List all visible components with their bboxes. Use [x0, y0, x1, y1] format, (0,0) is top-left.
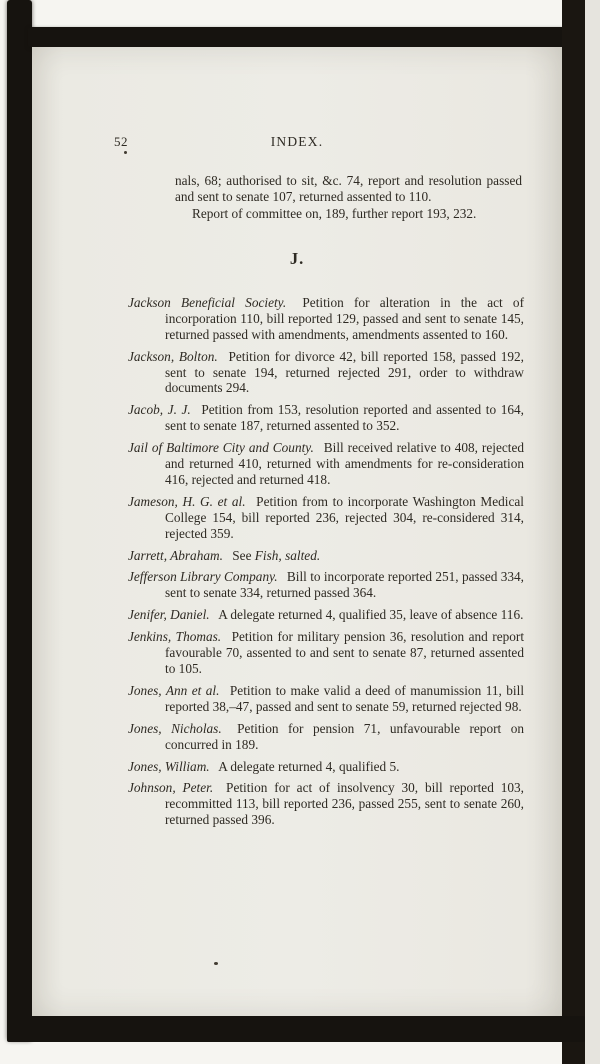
- entry-term: Jail of Baltimore City and County.: [128, 440, 314, 456]
- entry-description: Petition to make valid a deed of manumission 11, bill reported 38,–47, passed and sent to senate 59, returned rejected 98.: [165, 682, 525, 714]
- index-entry: [128, 721, 524, 753]
- index-entry: [128, 440, 524, 488]
- index-entry: [128, 569, 524, 601]
- scan-edge-right: [562, 0, 585, 1064]
- entry-description: Bill received relative to 408, rejected and returned 410, returned with amendments for re-consideration 416, rejected and returned 418.: [165, 440, 524, 487]
- entry-description: Petition for divorce 42, bill reported 158, passed 192, sent to senate 194, returned rejected 291, order to withdraw documents 294.: [165, 348, 525, 396]
- carryover-text: nals, 68; authorised to sit, &c. 74, report and resolution passed and sent to senate 107, returned assented to 110.: [175, 173, 522, 205]
- index-entry: [128, 295, 524, 343]
- entry-term: Jackson, Bolton.: [128, 348, 218, 364]
- entry-description: A delegate returned 4, qualified 35, leave of absence 116.: [218, 607, 524, 623]
- index-entry: [128, 780, 524, 828]
- entry-cross-reference: Fish, salted.: [254, 547, 321, 563]
- entry-description: Bill to incorporate reported 251, passed 334, sent to senate 334, returned passed 364.: [165, 569, 524, 601]
- carryover-paragraphs: [175, 173, 522, 222]
- page-number: 52: [114, 134, 128, 149]
- index-entry: [128, 759, 524, 775]
- entry-description: Petition for military pension 36, resolution and report favourable 70, assented to and sent to senate 87, returned assented to 105.: [165, 629, 525, 677]
- committee-report-text: Report of committee on, 189, further report 193, 232.: [192, 205, 477, 221]
- scan-speck: [214, 962, 218, 965]
- entry-term: Jenkins, Thomas.: [128, 629, 222, 645]
- entries-list: [128, 295, 524, 828]
- entry-description: Petition for alteration in the act of incorporation 110, bill reported 129, passed and sent to senate 145, returned passed with amendments, amendments assented to 160.: [165, 294, 525, 342]
- entry-description: Petition from 153, resolution reported and assented to 164, sent to senate 187, returned assented to 352.: [165, 402, 524, 434]
- scan-speck: [124, 151, 127, 154]
- entry-description: Petition from to incorporate Washington Medical College 154, bill reported 236, rejected 304, re-considered 314, rejected 359.: [165, 493, 524, 541]
- entry-term: Jackson Beneficial Society.: [128, 294, 287, 310]
- entry-description: Petition for pension 71, unfavourable report on concurred in 189.: [165, 720, 524, 752]
- entry-description: A delegate returned 4, qualified 5.: [218, 758, 400, 774]
- entry-term: Jones, William.: [128, 758, 210, 774]
- entry-term: Johnson, Peter.: [128, 780, 214, 796]
- entry-term: Jacob, J. J.: [128, 402, 191, 418]
- index-entry: [128, 402, 524, 434]
- index-entry: [128, 607, 524, 623]
- scan-edge-bottom: [7, 1016, 585, 1042]
- entry-term: Jenifer, Daniel.: [128, 607, 210, 623]
- entry-term: Jones, Ann et al.: [128, 682, 220, 698]
- page-title: INDEX.: [270, 134, 324, 149]
- index-entry: [128, 548, 524, 564]
- page-header: [32, 47, 562, 155]
- book-page: [32, 47, 562, 1016]
- entry-description: See: [232, 547, 252, 563]
- entry-term: Jones, Nicholas.: [128, 720, 222, 736]
- scan-edge-left: [7, 0, 32, 1041]
- section-letter-heading: J.: [289, 248, 305, 268]
- index-entry: [128, 629, 524, 677]
- entry-term: Jarrett, Abraham.: [128, 547, 223, 563]
- entry-description: Petition for act of insolvency 30, bill reported 103, recommitted 113, bill reported 236, passed 255, sent to senate 260, returned passed 396.: [165, 780, 524, 828]
- index-entry: [128, 349, 524, 397]
- index-entry: [128, 683, 524, 715]
- entry-term: Jefferson Library Company.: [128, 569, 278, 585]
- entry-term: Jameson, H. G. et al.: [128, 493, 246, 509]
- index-entry: [128, 494, 524, 542]
- scan-edge-top: [28, 27, 565, 47]
- adjacent-page-strip: [585, 0, 600, 1064]
